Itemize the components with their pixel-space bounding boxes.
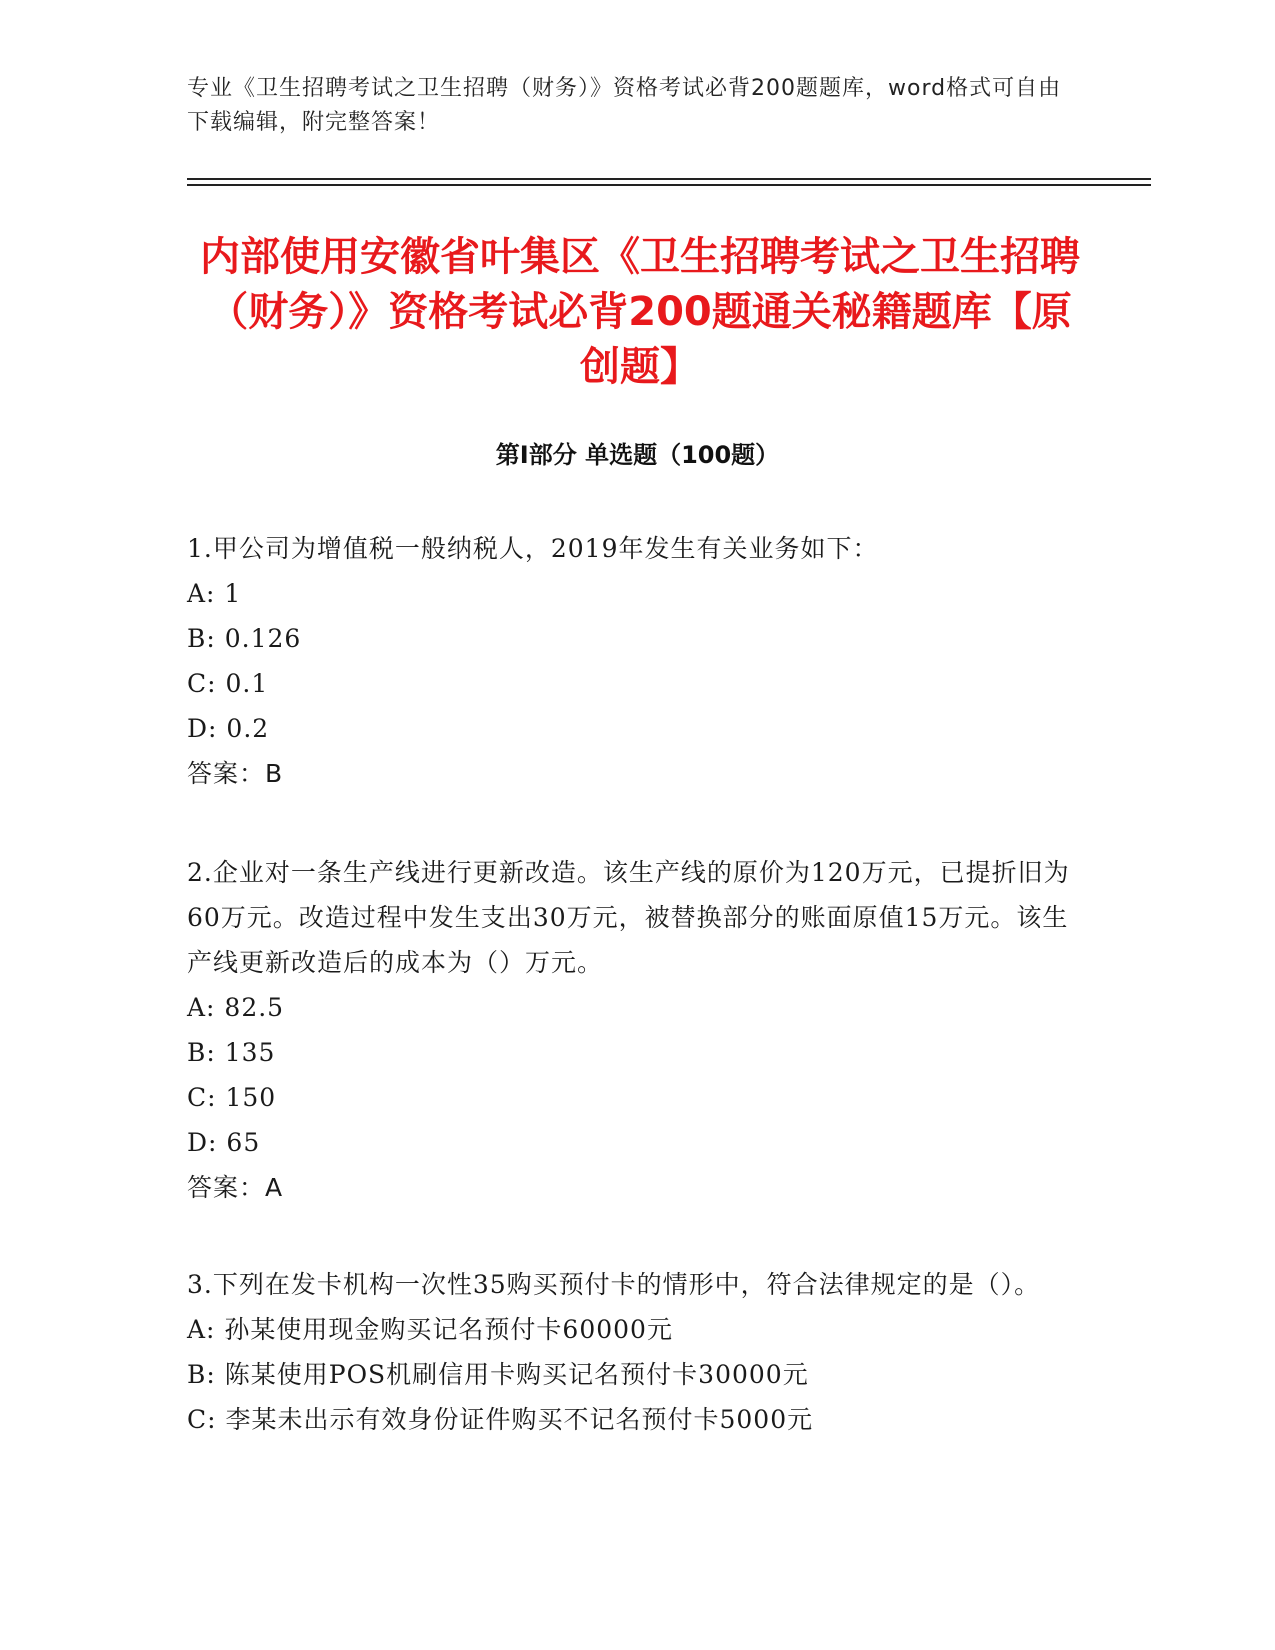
question-stem: 3.下列在发卡机构一次性35购买预付卡的情形中，符合法律规定的是（）。 [187,1270,1041,1299]
header-note: 专业《卫生招聘考试之卫生招聘（财务）》资格考试必背200题题库，word格式可自由下载编辑，附完整答案！ [187,76,1062,135]
answer-line: 答案：A [187,1173,284,1202]
question-stem: 1.甲公司为增值税一般纳税人，2019年发生有关业务如下： [187,534,879,563]
option-a: A: 82.5 [187,993,285,1022]
option-c: C: 李某未出示有效身份证件购买不记名预付卡5000元 [187,1405,814,1434]
header-divider-top [187,178,1151,180]
option-b: B: 陈某使用POS机刷信用卡购买记名预付卡30000元 [187,1360,809,1389]
option-a: A: 1 [187,579,242,608]
option-c: C: 0.1 [187,669,269,698]
option-b: B: 135 [187,1038,276,1067]
question-3 [187,1262,1077,1442]
header-divider-bottom [187,184,1151,186]
question-stem: 2.企业对一条生产线进行更新改造。该生产线的原价为120万元，已提折旧为60万元。改造过程中发生支出30万元，被替换部分的账面原值15万元。该生产线更新改造后的成本为（）万元。 [187,858,1070,977]
option-c: C: 150 [187,1083,277,1112]
answer-line: 答案：B [187,759,284,788]
option-b: B: 0.126 [187,624,302,653]
question-1 [187,526,1077,796]
option-a: A: 孙某使用现金购买记名预付卡60000元 [187,1315,673,1344]
option-d: D: 65 [187,1128,261,1157]
document-title: 内部使用安徽省叶集区《卫生招聘考试之卫生招聘（财务）》资格考试必背200题通关秘籍题库【原创题】 [200,234,1080,390]
question-2 [187,850,1077,1210]
section-title: 第I部分 单选题（100题） [495,441,780,469]
option-d: D: 0.2 [187,714,270,743]
